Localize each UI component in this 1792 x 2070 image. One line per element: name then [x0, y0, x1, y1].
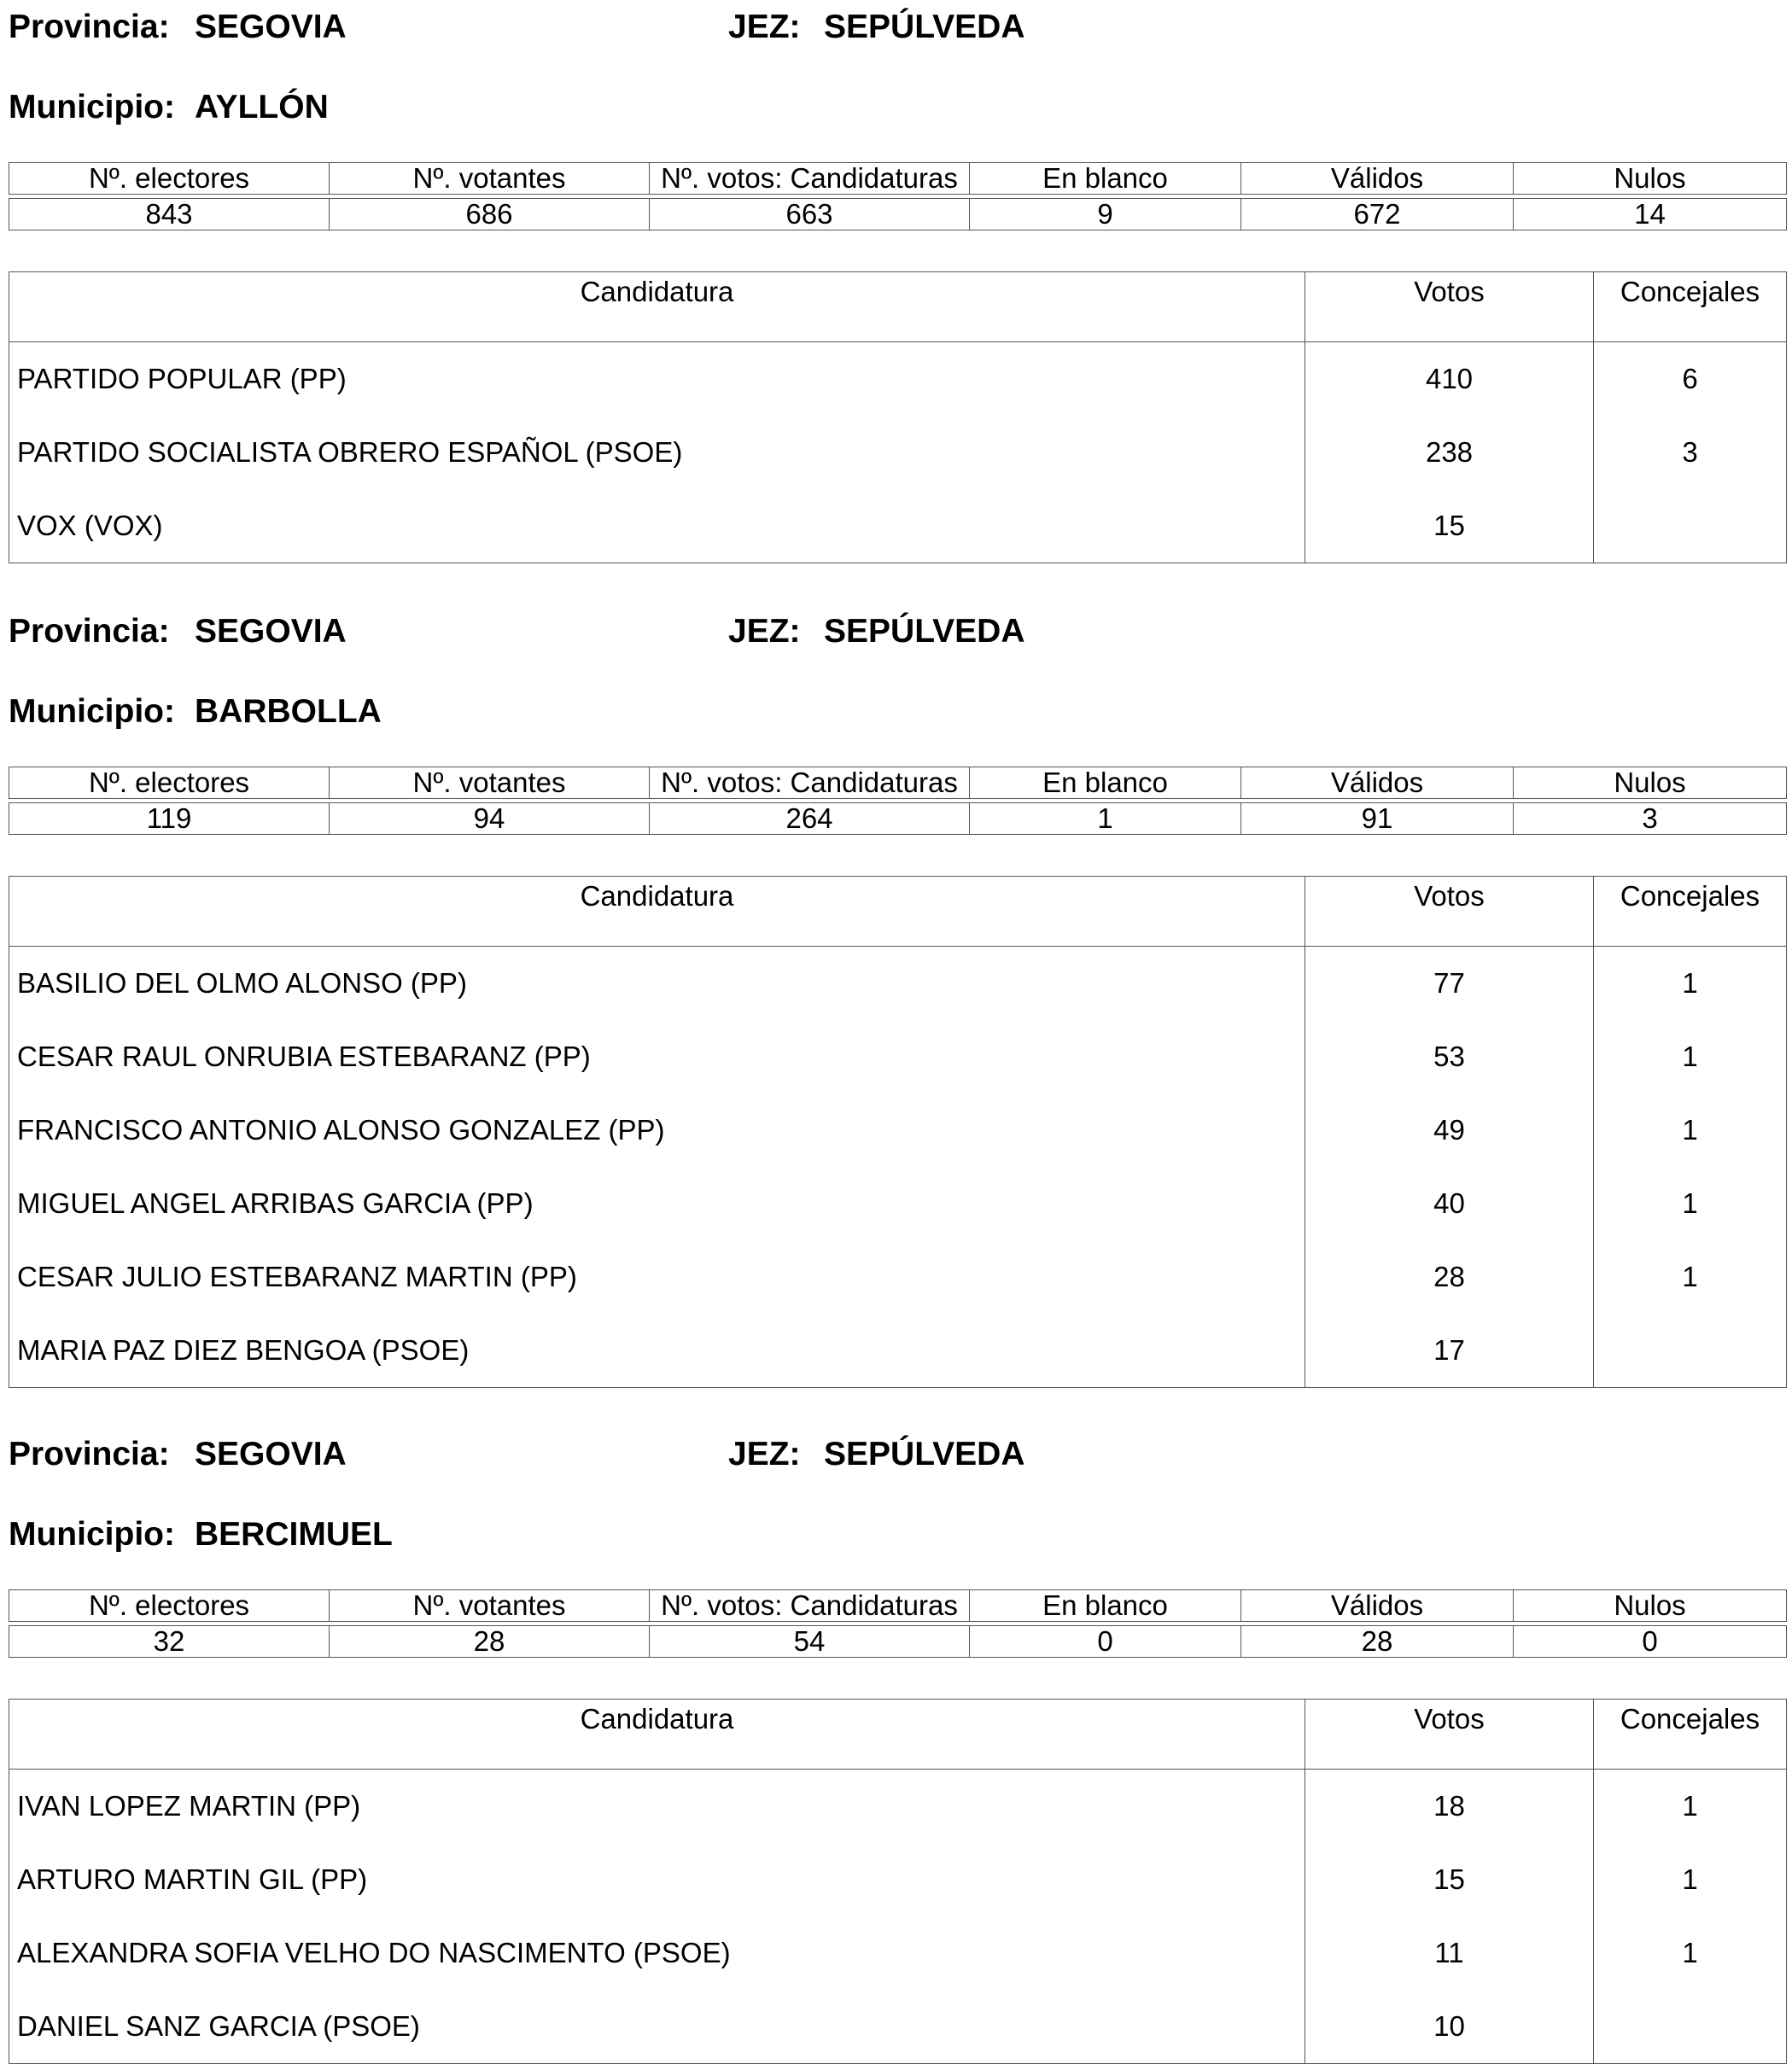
concejales-value: 1	[1594, 1843, 1787, 1916]
summary-value: 843	[9, 199, 330, 230]
summary-value: 9	[970, 199, 1241, 230]
candidatura-name: CESAR RAUL ONRUBIA ESTEBARANZ (PP)	[17, 1041, 591, 1072]
concejales-header: Concejales	[1594, 272, 1787, 342]
table-row	[9, 1843, 1787, 1916]
summary-value: 119	[9, 803, 330, 835]
concejales-value: 1	[1594, 947, 1787, 1021]
table-row	[9, 947, 1787, 1021]
provincia-line	[9, 1431, 1786, 1482]
summary-header: Nº. votos: Candidaturas	[650, 1590, 970, 1622]
votos-value: 238	[1305, 416, 1594, 489]
summary-header: Nº. electores	[9, 1590, 330, 1622]
summary-header: En blanco	[970, 767, 1241, 799]
summary-table	[9, 1589, 1787, 1658]
municipio-value: AYLLÓN	[195, 89, 329, 125]
candidatura-name: FRANCISCO ANTONIO ALONSO GONZALEZ (PP)	[17, 1114, 665, 1146]
summary-value-row	[9, 1626, 1787, 1658]
candidatura-name: MIGUEL ANGEL ARRIBAS GARCIA (PP)	[17, 1187, 534, 1219]
summary-header: Válidos	[1241, 163, 1514, 195]
provincia-line	[9, 608, 1786, 659]
summary-value: 54	[650, 1626, 970, 1658]
summary-value: 0	[1514, 1626, 1787, 1658]
table-row	[9, 1093, 1787, 1167]
municipio-line	[9, 84, 1786, 135]
candidates-header-row	[9, 877, 1787, 947]
concejales-value: 1	[1594, 1240, 1787, 1314]
candidatura-name: IVAN LOPEZ MARTIN (PP)	[17, 1790, 361, 1822]
candidatura-name: ALEXANDRA SOFIA VELHO DO NASCIMENTO (PSOE)	[17, 1937, 731, 1968]
votos-value: 15	[1305, 489, 1594, 563]
summary-value: 28	[1241, 1626, 1514, 1658]
summary-value: 32	[9, 1626, 330, 1658]
summary-header: Nº. votantes	[330, 163, 650, 195]
candidates-header-row	[9, 272, 1787, 342]
summary-header: Nº. votos: Candidaturas	[650, 767, 970, 799]
candidates-table	[9, 271, 1787, 563]
table-row	[9, 1240, 1787, 1314]
summary-header: Nulos	[1514, 1590, 1787, 1622]
candidatura-name: DANIEL SANZ GARCIA (PSOE)	[17, 2010, 420, 2042]
provincia-value: SEGOVIA	[195, 613, 347, 650]
summary-value: 3	[1514, 803, 1787, 835]
votos-value: 17	[1305, 1314, 1594, 1388]
candidatura-name: BASILIO DEL OLMO ALONSO (PP)	[17, 967, 467, 999]
summary-header: Nº. electores	[9, 163, 330, 195]
municipio-section	[9, 608, 1786, 1388]
summary-header: Nº. electores	[9, 767, 330, 799]
votos-value: 53	[1305, 1020, 1594, 1093]
summary-header: Nulos	[1514, 767, 1787, 799]
jez-value: SEPÚLVEDA	[824, 1436, 1025, 1472]
concejales-header: Concejales	[1594, 1700, 1787, 1770]
candidates-header-row	[9, 1700, 1787, 1770]
summary-value: 91	[1241, 803, 1514, 835]
summary-value: 663	[650, 199, 970, 230]
provincia-value: SEGOVIA	[195, 9, 347, 45]
summary-value: 1	[970, 803, 1241, 835]
municipio-section	[9, 1431, 1786, 2064]
summary-header: Válidos	[1241, 767, 1514, 799]
table-row	[9, 342, 1787, 417]
jez-label: JEZ:	[728, 613, 801, 650]
summary-header-row	[9, 767, 1787, 799]
municipio-label: Municipio:	[9, 693, 175, 730]
summary-header-row	[9, 163, 1787, 195]
summary-header-row	[9, 1590, 1787, 1622]
summary-value: 264	[650, 803, 970, 835]
concejales-header: Concejales	[1594, 877, 1787, 947]
candidatura-name: PARTIDO SOCIALISTA OBRERO ESPAÑOL (PSOE)	[17, 436, 683, 468]
summary-value: 686	[330, 199, 650, 230]
table-row	[9, 416, 1787, 489]
votos-value: 11	[1305, 1916, 1594, 1990]
candidates-table	[9, 876, 1787, 1388]
municipio-label: Municipio:	[9, 1516, 175, 1553]
provincia-line	[9, 3, 1786, 55]
jez-label: JEZ:	[728, 1436, 801, 1472]
municipio-value: BERCIMUEL	[195, 1516, 393, 1553]
table-row	[9, 1770, 1787, 1844]
summary-value: 14	[1514, 199, 1787, 230]
summary-header: Nº. votantes	[330, 767, 650, 799]
jez-value: SEPÚLVEDA	[824, 9, 1025, 45]
municipio-section	[9, 3, 1786, 563]
votos-value: 77	[1305, 947, 1594, 1021]
concejales-value: 3	[1594, 416, 1787, 489]
candidatura-header: Candidatura	[9, 272, 1305, 342]
municipio-line	[9, 1511, 1786, 1562]
candidatura-name: PARTIDO POPULAR (PP)	[17, 363, 347, 394]
candidatura-name: MARIA PAZ DIEZ BENGOA (PSOE)	[17, 1334, 470, 1366]
candidatura-name: CESAR JULIO ESTEBARANZ MARTIN (PP)	[17, 1261, 577, 1292]
candidatura-name: ARTURO MARTIN GIL (PP)	[17, 1863, 368, 1895]
votos-value: 10	[1305, 1990, 1594, 2064]
table-row	[9, 1314, 1787, 1388]
jez-value: SEPÚLVEDA	[824, 613, 1025, 650]
summary-header: Nº. votos: Candidaturas	[650, 163, 970, 195]
summary-table	[9, 162, 1787, 230]
summary-header: En blanco	[970, 1590, 1241, 1622]
table-row	[9, 1020, 1787, 1093]
summary-value: 28	[330, 1626, 650, 1658]
municipio-value: BARBOLLA	[195, 693, 382, 730]
votos-value: 15	[1305, 1843, 1594, 1916]
summary-table	[9, 767, 1787, 835]
summary-value: 94	[330, 803, 650, 835]
summary-value-row	[9, 803, 1787, 835]
municipio-line	[9, 688, 1786, 739]
municipio-label: Municipio:	[9, 89, 175, 125]
summary-header: Nº. votantes	[330, 1590, 650, 1622]
jez-label: JEZ:	[728, 9, 801, 45]
concejales-value: 6	[1594, 342, 1787, 417]
provincia-label: Provincia:	[9, 613, 170, 650]
provincia-label: Provincia:	[9, 9, 170, 45]
votos-header: Votos	[1305, 1700, 1594, 1770]
votos-header: Votos	[1305, 877, 1594, 947]
candidatura-header: Candidatura	[9, 1700, 1305, 1770]
concejales-value: 1	[1594, 1770, 1787, 1844]
votos-value: 49	[1305, 1093, 1594, 1167]
summary-header: Nulos	[1514, 163, 1787, 195]
concejales-value	[1594, 1314, 1787, 1388]
summary-value-row	[9, 199, 1787, 230]
votos-value: 40	[1305, 1167, 1594, 1240]
table-row	[9, 1167, 1787, 1240]
votos-value: 28	[1305, 1240, 1594, 1314]
concejales-value	[1594, 1990, 1787, 2064]
summary-value: 672	[1241, 199, 1514, 230]
candidates-table	[9, 1699, 1787, 2064]
candidatura-name: VOX (VOX)	[17, 510, 163, 541]
votos-header: Votos	[1305, 272, 1594, 342]
concejales-value: 1	[1594, 1020, 1787, 1093]
votos-value: 410	[1305, 342, 1594, 417]
concejales-value	[1594, 489, 1787, 563]
concejales-value: 1	[1594, 1916, 1787, 1990]
concejales-value: 1	[1594, 1167, 1787, 1240]
provincia-value: SEGOVIA	[195, 1436, 347, 1472]
table-row	[9, 1916, 1787, 1990]
summary-value: 0	[970, 1626, 1241, 1658]
votos-value: 18	[1305, 1770, 1594, 1844]
summary-header: Válidos	[1241, 1590, 1514, 1622]
provincia-label: Provincia:	[9, 1436, 170, 1472]
candidatura-header: Candidatura	[9, 877, 1305, 947]
table-row	[9, 489, 1787, 563]
table-row	[9, 1990, 1787, 2064]
summary-header: En blanco	[970, 163, 1241, 195]
concejales-value: 1	[1594, 1093, 1787, 1167]
